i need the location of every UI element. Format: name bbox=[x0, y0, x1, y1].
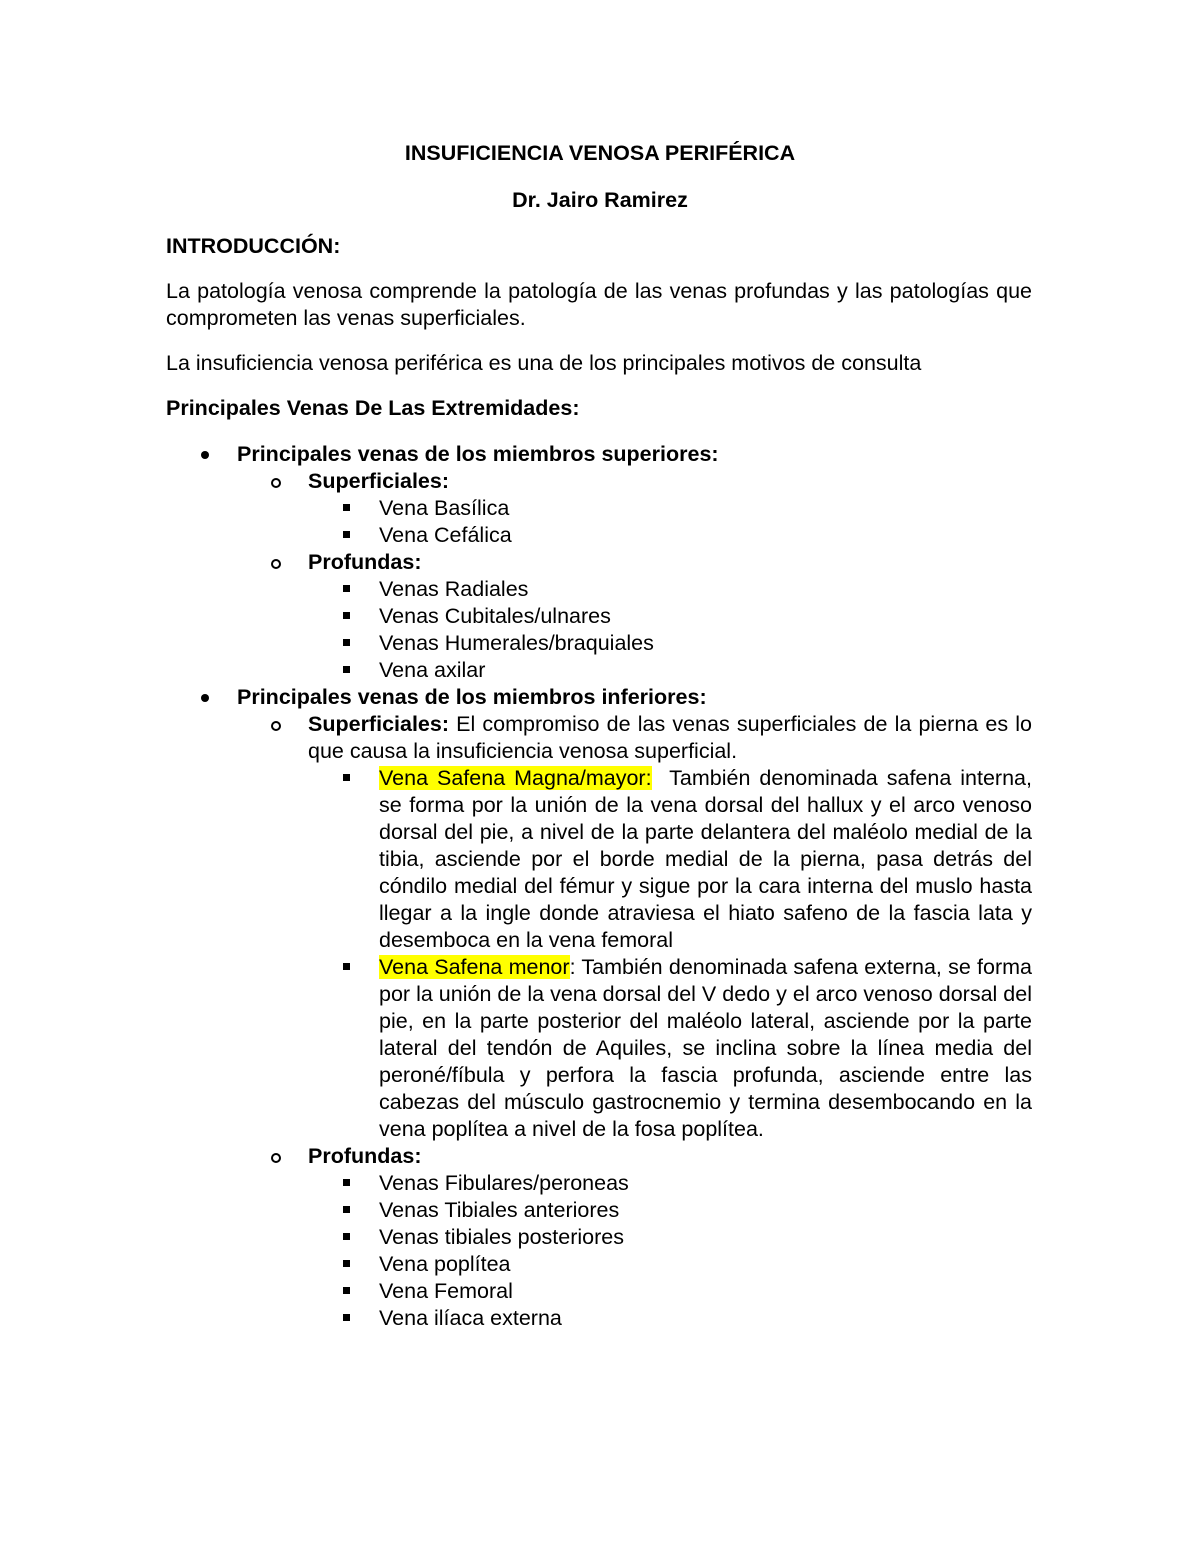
vein-description: También denominada safena interna, se forma por la unión de la vena dorsal del hallux y el arco venoso dorsal del pie, a nivel de la parte delantera del maléolo medial de la tibia, asciende por el borde medial de la pierna, pasa detrás del cóndilo medial del fémur y sigue por la cara interna del muslo hasta llegar a la ingle donde atraviesa el hiato safeno de la fascia lata y desemboca en la vena femoral bbox=[379, 766, 1038, 952]
lower-deep-label: Profundas: bbox=[308, 1144, 422, 1168]
bullet-square-icon bbox=[343, 639, 350, 646]
vein-name: Vena ilíaca externa bbox=[379, 1306, 562, 1330]
list-item bbox=[308, 1305, 1032, 1332]
list-item bbox=[308, 657, 1032, 684]
list-item bbox=[308, 1197, 1032, 1224]
list-item bbox=[308, 603, 1032, 630]
bullet-square-icon bbox=[343, 612, 350, 619]
vein-name: Venas Cubitales/ulnares bbox=[379, 604, 611, 628]
vein-name: Vena Basílica bbox=[379, 496, 510, 520]
veins-list bbox=[166, 441, 1038, 1332]
vein-name: Venas tibiales posteriores bbox=[379, 1225, 625, 1249]
document-body bbox=[166, 232, 1038, 1332]
bullet-square-icon bbox=[343, 504, 350, 511]
lower-superficial-description: El compromiso de las venas superficiales de la pierna es lo que causa la insuficiencia venosa superficial. bbox=[308, 712, 1032, 763]
highlighted-term: Vena Safena Magna/mayor: bbox=[379, 766, 652, 790]
lower-deep-item bbox=[237, 1143, 1032, 1332]
upper-limbs-label: Principales venas de los miembros superiores: bbox=[237, 442, 719, 466]
document-author: Dr. Jairo Ramirez bbox=[512, 188, 688, 212]
upper-superficial-item bbox=[237, 468, 1032, 549]
bullet-circle-icon bbox=[271, 721, 281, 731]
bullet-circle-icon bbox=[271, 559, 281, 569]
bullet-disc-icon bbox=[201, 451, 209, 459]
list-item bbox=[308, 522, 1032, 549]
bullet-square-icon bbox=[343, 1233, 350, 1240]
list-item bbox=[308, 1251, 1032, 1278]
vein-name: Venas Humerales/braquiales bbox=[379, 631, 654, 655]
bullet-circle-icon bbox=[271, 478, 281, 488]
lower-deep-list bbox=[308, 1170, 1032, 1332]
list-item bbox=[308, 1224, 1032, 1251]
vein-name: Vena poplítea bbox=[379, 1252, 511, 1276]
bullet-square-icon bbox=[343, 585, 350, 592]
lower-limbs-sublist bbox=[237, 711, 1038, 1332]
vein-name: Vena axilar bbox=[379, 658, 486, 682]
upper-limbs-item bbox=[166, 441, 1032, 684]
lower-limbs-item bbox=[166, 684, 1038, 1332]
lower-superficial-label: Superficiales: bbox=[308, 712, 449, 736]
list-item bbox=[308, 1278, 1032, 1305]
upper-deep-label: Profundas: bbox=[308, 550, 422, 574]
vein-name: Vena Femoral bbox=[379, 1279, 513, 1303]
bullet-square-icon bbox=[343, 1287, 350, 1294]
list-item bbox=[308, 576, 1032, 603]
bullet-disc-icon bbox=[201, 694, 209, 702]
vein-name: Venas Radiales bbox=[379, 577, 529, 601]
bullet-circle-icon bbox=[271, 1153, 281, 1163]
document-title: INSUFICIENCIA VENOSA PERIFÉRICA bbox=[404, 141, 796, 165]
bullet-square-icon bbox=[343, 963, 350, 970]
bullet-square-icon bbox=[343, 1260, 350, 1267]
upper-superficial-list bbox=[308, 495, 1032, 549]
lower-superficial-item bbox=[237, 711, 1038, 1143]
section-heading: Principales Venas De Las Extremidades: bbox=[166, 396, 580, 420]
bullet-square-icon bbox=[343, 531, 350, 538]
intro-paragraph-1: La patología venosa comprende la patología de las venas profundas y las patologías que comprometen las venas superficiales. bbox=[166, 279, 1032, 330]
intro-heading: INTRODUCCIÓN: bbox=[166, 234, 341, 258]
list-item bbox=[308, 765, 1038, 954]
intro-paragraph-2: La insuficiencia venosa periférica es una de los principales motivos de consulta bbox=[166, 351, 922, 375]
highlighted-term: Vena Safena menor bbox=[379, 955, 570, 979]
list-item bbox=[308, 495, 1032, 522]
bullet-square-icon bbox=[343, 1206, 350, 1213]
lower-superficial-list bbox=[308, 765, 1038, 1143]
list-item bbox=[308, 630, 1032, 657]
list-item bbox=[308, 1170, 1032, 1197]
bullet-square-icon bbox=[343, 666, 350, 673]
vein-description: : También denominada safena externa, se forma por la unión de la vena dorsal del V dedo y el arco venoso dorsal del pie, en la parte posterior del maléolo lateral, asciende por la parte lateral del tendón de Aquiles, se inclina sobre la línea media del peroné/fíbula y perfora la fascia profunda, asciende entre las cabezas del músculo gastrocnemio y termina desembocando en la vena poplítea a nivel de la fosa poplítea. bbox=[379, 955, 1032, 1141]
list-item bbox=[308, 954, 1032, 1143]
vein-name: Venas Tibiales anteriores bbox=[379, 1198, 620, 1222]
bullet-square-icon bbox=[343, 774, 350, 781]
vein-name: Vena Cefálica bbox=[379, 523, 512, 547]
bullet-square-icon bbox=[343, 1179, 350, 1186]
vein-name: Venas Fibulares/peroneas bbox=[379, 1171, 629, 1195]
upper-limbs-sublist bbox=[237, 468, 1032, 684]
upper-deep-list bbox=[308, 576, 1032, 684]
upper-superficial-label: Superficiales: bbox=[308, 469, 449, 493]
lower-limbs-label: Principales venas de los miembros inferiores: bbox=[237, 685, 707, 709]
bullet-square-icon bbox=[343, 1314, 350, 1321]
upper-deep-item bbox=[237, 549, 1032, 684]
